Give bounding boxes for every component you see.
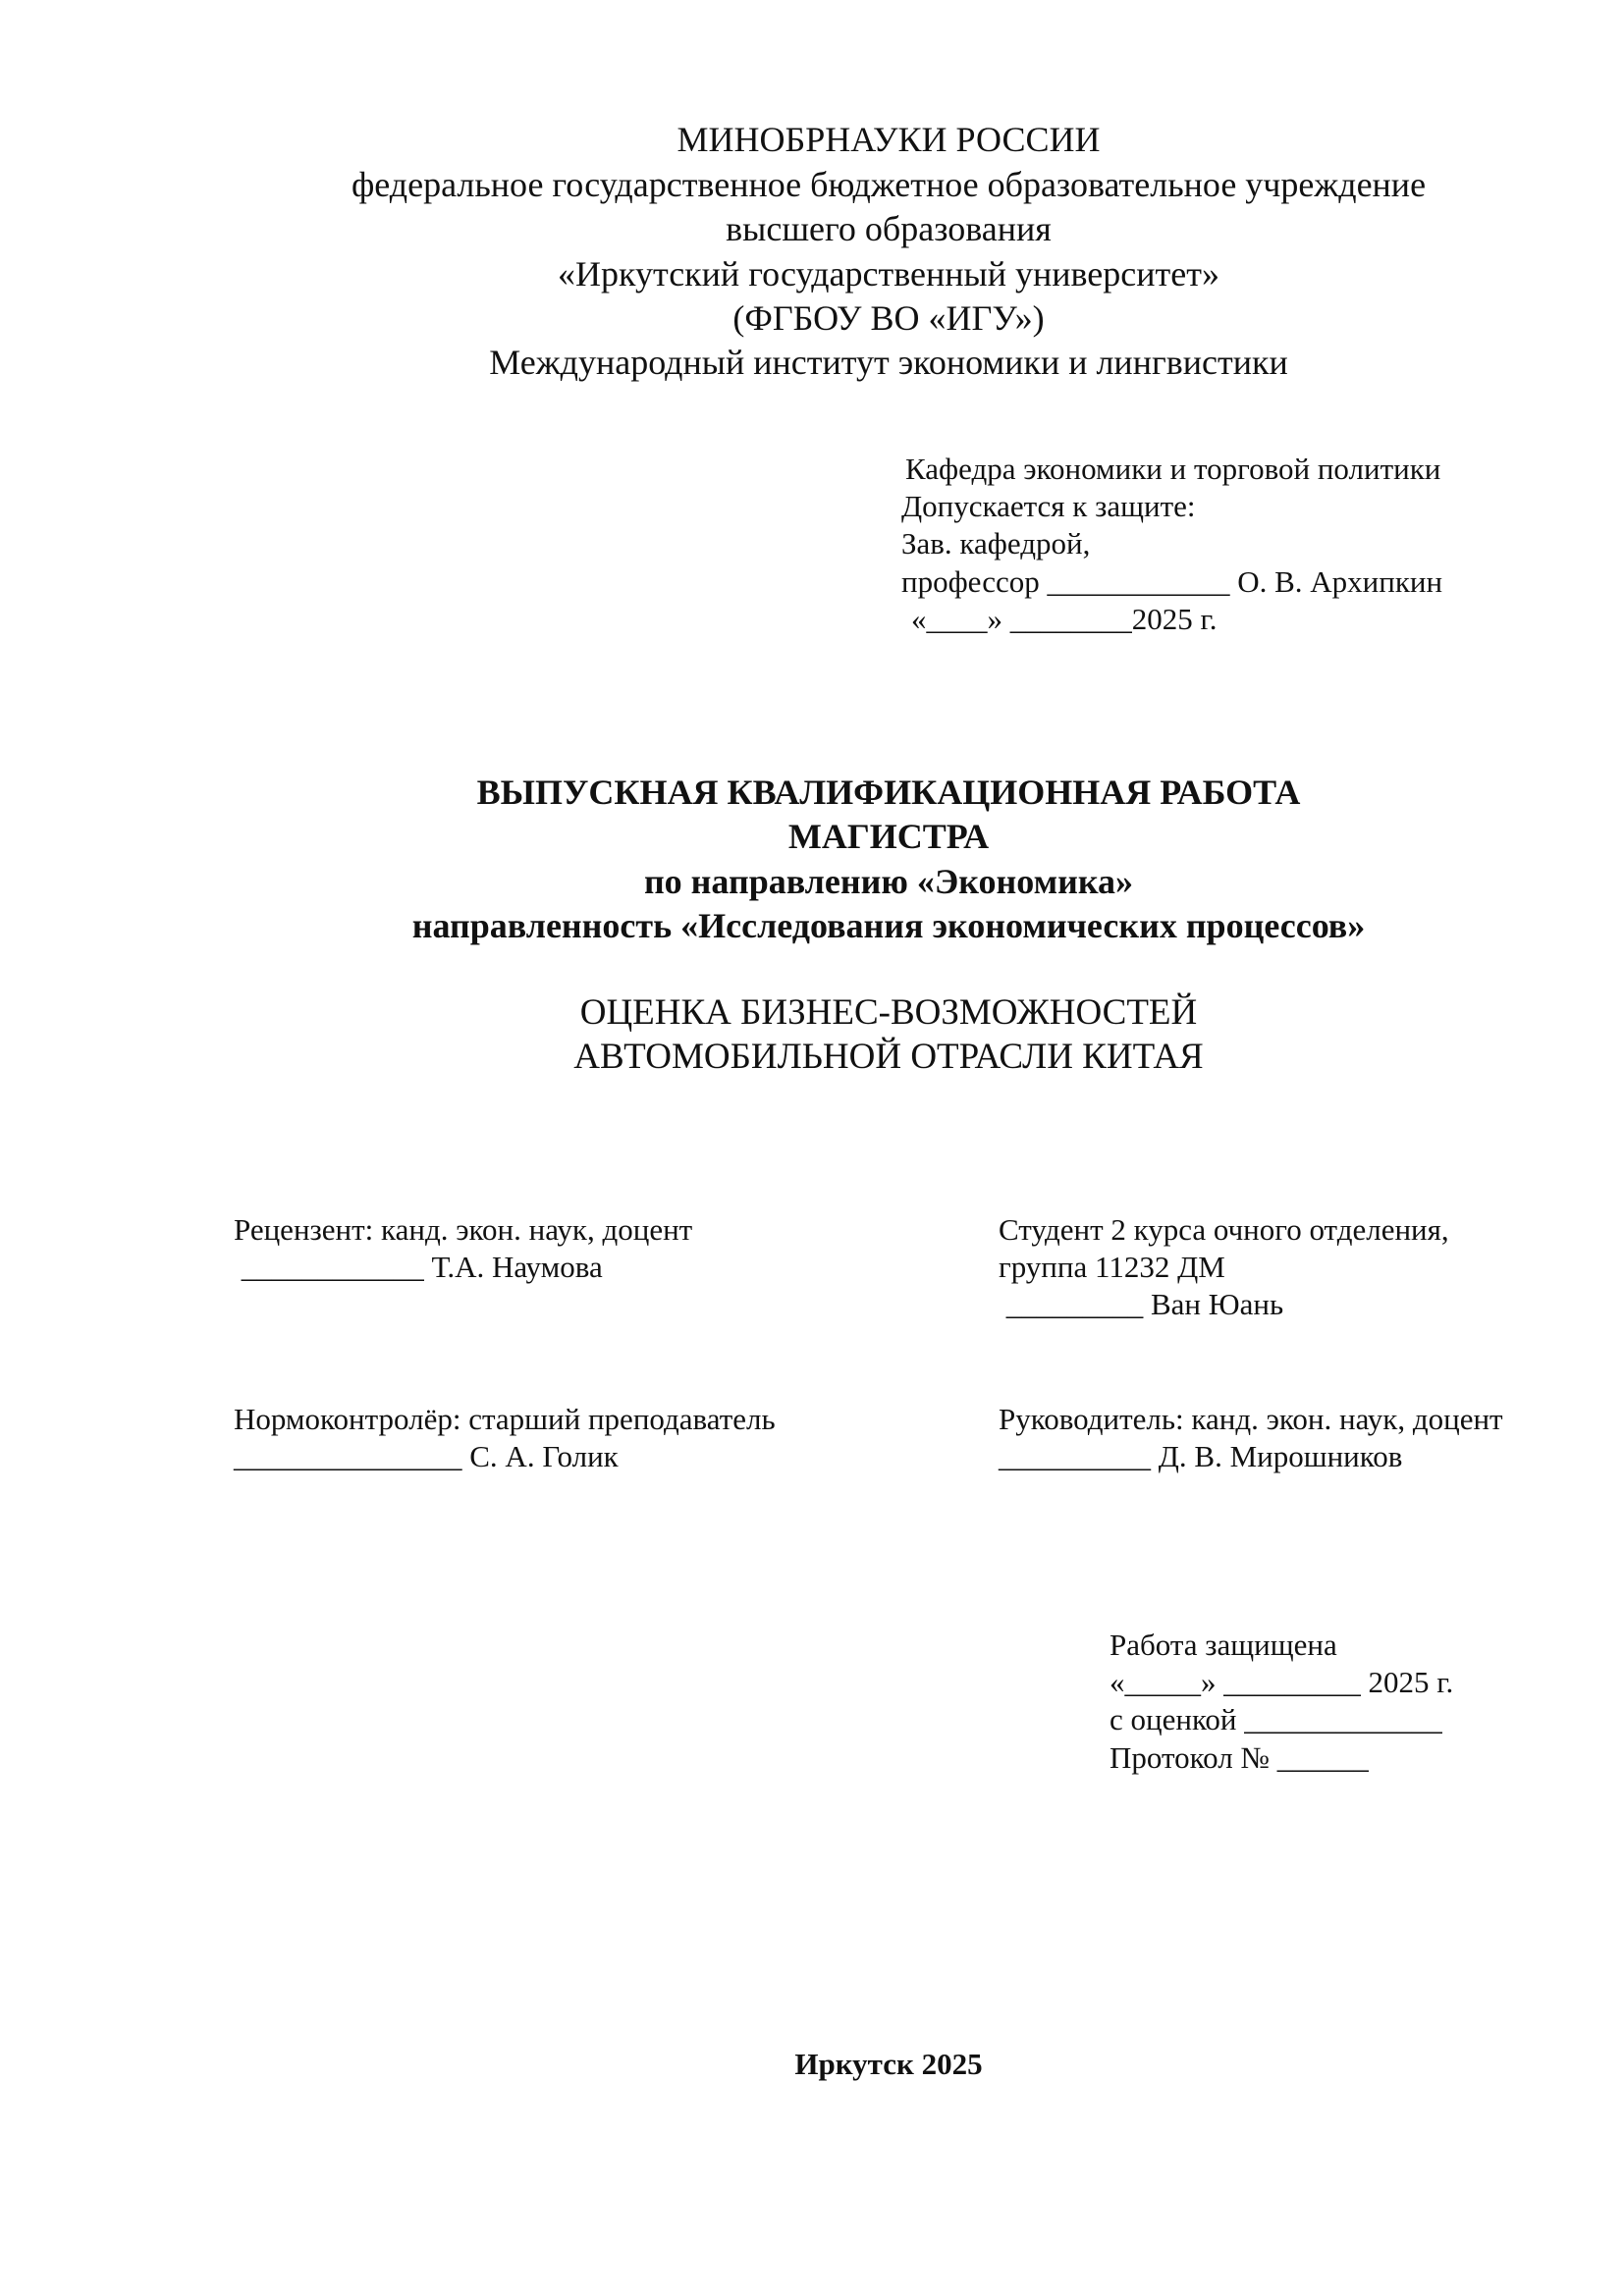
norm-controller-signature-line: _______________ С. А. Голик	[234, 1439, 619, 1473]
ministry-name: МИНОБРНАУКИ РОССИИ	[677, 120, 1101, 159]
city-year: Иркутск 2025	[794, 2047, 983, 2081]
degree-title: МАГИСТРА	[787, 817, 990, 856]
education-level: высшего образования	[726, 209, 1052, 248]
field-of-study: по направлению «Экономика»	[643, 862, 1134, 901]
norm-controller-role: Нормоконтролёр: старший преподаватель	[234, 1402, 776, 1436]
work-type-title: ВЫПУСКНАЯ КВАЛИФИКАЦИОННАЯ РАБОТА	[476, 773, 1301, 812]
university-abbreviation: (ФГБОУ ВО «ИГУ»)	[732, 298, 1045, 338]
protocol-line: Протокол № ______	[1110, 1740, 1369, 1775]
thesis-topic-line-1: ОЦЕНКА БИЗНЕС-ВОЗМОЖНОСТЕЙ	[579, 992, 1198, 1033]
student-signature-line: _________ Ван Юань	[999, 1287, 1284, 1321]
defense-date-line: «_____» _________ 2025 г.	[1110, 1665, 1454, 1699]
reviewer-signature-line: ____________ Т.А. Наумова	[234, 1250, 603, 1284]
university-name: «Иркутский государственный университет»	[558, 254, 1219, 294]
department-name: Кафедра экономики и торговой политики	[905, 452, 1441, 486]
specialization: направленность «Исследования экономических процессов»	[411, 906, 1366, 945]
supervisor-role: Руководитель: канд. экон. наук, доцент	[999, 1402, 1503, 1436]
institute-name: Международный институт экономики и лингвистики	[489, 343, 1288, 382]
student-role: Студент 2 курса очного отделения,	[999, 1212, 1449, 1247]
supervisor-signature-line: __________ Д. В. Мирошников	[999, 1439, 1403, 1473]
institution-type: федеральное государственное бюджетное образовательное учреждение	[351, 165, 1427, 204]
admitted-label: Допускается к защите:	[901, 489, 1196, 523]
professor-signature-line: профессор ____________ О. В. Архипкин	[901, 564, 1443, 599]
admission-date-line: «____» ________2025 г.	[911, 602, 1218, 636]
reviewer-role: Рецензент: канд. экон. наук, доцент	[234, 1212, 693, 1247]
grade-line: с оценкой _____________	[1110, 1702, 1442, 1736]
defended-label: Работа защищена	[1110, 1628, 1337, 1662]
student-group: группа 11232 ДМ	[999, 1250, 1225, 1284]
thesis-topic-line-2: АВТОМОБИЛЬНОЙ ОТРАСЛИ КИТАЯ	[573, 1037, 1204, 1077]
head-of-department-label: Зав. кафедрой,	[901, 526, 1091, 561]
